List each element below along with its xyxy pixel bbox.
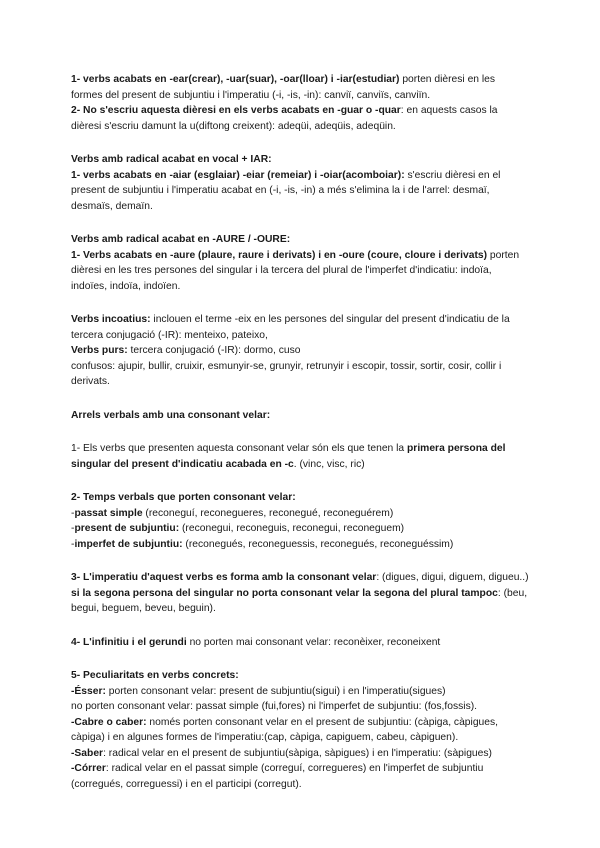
velar-saber-label: -Saber	[71, 747, 104, 759]
velar-saber	[71, 746, 529, 762]
velar-cabre	[71, 715, 529, 746]
velar-passat-simple	[71, 506, 529, 522]
velar-imperfet-subjuntiu	[71, 537, 529, 553]
section-aure-rule-lead: 1- Verbs acabats en -aure (plaure, raure i derivats) i en -oure (coure, cloure i derivats)	[71, 249, 488, 261]
velar-rule-3-lead: 3- L'imperatiu d'aquest verbs es forma amb la consonant velar	[71, 572, 377, 583]
velar-rule-3-bold: si la segona persona del singular no porta consonant velar la segona del plural tampoc	[71, 587, 498, 599]
verbs-incoatius-label: Verbs incoatius:	[71, 314, 151, 325]
velar-esser-label: -Ésser:	[71, 685, 106, 697]
velar-imperfet-subjuntiu-label: imperfet de subjuntiu:	[74, 538, 183, 550]
velar-correr	[71, 761, 529, 792]
section-iar-heading	[71, 152, 529, 168]
velar-rule-3-examples: : (digues, digui, diguem, digueu..)	[376, 572, 529, 583]
section-velar-heading-text: Arrels verbals amb una consonant velar:	[71, 409, 271, 421]
velar-rule-3-examples-2: : (beu, begui, beguem, beveu, beguin).	[71, 587, 528, 614]
velar-imperfet-subjuntiu-forms: (reconegués, reconeguessis, reconegués, reconeguéssim)	[182, 538, 454, 550]
velar-rule-5-heading-text: 5- Peculiaritats en verbs concrets:	[71, 670, 239, 681]
section-iar-rule-text: s'escriu dièresi en el present de subjuntiu i l'imperatiu acabat en (-i, -is, -in) a més s'elimina la i de l'arrel: desmaï, desmaïs, demaïn.	[71, 169, 501, 212]
velar-passat-simple-forms: (reconeguí, reconegueres, reconegué, reconeguérem)	[142, 507, 394, 519]
velar-rule-5-heading	[71, 668, 529, 684]
document-page	[71, 72, 529, 792]
verbs-confusos: confusos: ajupir, bullir, cruixir, esmunyir-se, grunyir, retrunyir i escopir, tossir, sortir, cosir, collir i derivats.	[71, 360, 502, 387]
velar-rule-2-heading	[71, 490, 529, 506]
section-aure-rule	[71, 248, 529, 295]
rule-2-lead: 2- No s'escriu aquesta dièresi en els verbs acabats en -guar o -quar	[71, 105, 401, 116]
rule-1	[71, 72, 529, 103]
velar-rule-3	[71, 570, 529, 617]
velar-rule-1-examples: . (vinc, visc, ric)	[293, 458, 365, 470]
velar-rule-4	[71, 635, 529, 651]
velar-correr-text: : radical velar en el passat simple (correguí, corregueres) en l'imperfet de subjuntiu (corregués, correguessi) i en el participi (corregut).	[71, 763, 484, 790]
section-velar-heading	[71, 408, 529, 424]
velar-passat-simple-label: passat simple	[74, 507, 143, 519]
rule-2-text: : en aquests casos la dièresi s'escriu damunt la u(diftong creixent): adeqüi, adeqüis, adeqüin.	[71, 105, 498, 132]
velar-rule-4-lead: 4- L'infinitiu i el gerundi	[71, 636, 187, 648]
rule-1-lead: 1- verbs acabats en -ear(crear), -uar(suar), -oar(lloar) i -iar(estudiar)	[71, 74, 400, 85]
list-dash: -	[71, 507, 75, 519]
verbs-purs-label: Verbs purs:	[71, 345, 128, 356]
section-iar-heading-text: Verbs amb radical acabat en vocal + IAR:	[71, 154, 272, 165]
section-aure-heading-text: Verbs amb radical acabat en -AURE / -OURE:	[71, 234, 291, 245]
velar-cabre-label: -Cabre o caber:	[71, 716, 147, 728]
list-dash: -	[71, 523, 75, 534]
velar-present-subjuntiu-label: present de subjuntiu:	[74, 523, 180, 534]
verbs-purs-text: tercera conjugació (-IR): dormo, cuso	[127, 345, 301, 356]
velar-esser-text: porten consonant velar: present de subjuntiu(sigui) i en l'imperatiu(sigues)	[105, 685, 446, 697]
velar-esser	[71, 684, 529, 700]
rule-1-text: porten dièresi en les formes del present de subjuntiu i l'imperatiu (-i, -is, -in): canviï, canviïs, canviïn.	[71, 74, 496, 101]
velar-esser-2: no porten consonant velar: passat simple (fui,fores) ni l'imperfet de subjuntiu: (fos,fossis).	[71, 701, 478, 712]
velar-rule-1	[71, 441, 529, 472]
velar-rule-2-heading-text: 2- Temps verbals que porten consonant velar:	[71, 492, 296, 503]
section-iar-rule	[71, 168, 529, 215]
velar-present-subjuntiu	[71, 521, 529, 537]
velar-correr-label: -Córrer	[71, 763, 106, 774]
rule-2	[71, 103, 529, 134]
verbs-incoatius-text: inclouen el terme -eix en les persones del singular del present d'indicatiu de la tercera conjugació (-IR): menteixo, pateixo,	[71, 314, 510, 341]
verbs-purs	[71, 343, 529, 359]
velar-rule-4-text: no porten mai consonant velar: reconèixer, reconeixent	[186, 636, 441, 648]
list-dash: -	[71, 538, 75, 550]
section-aure-heading	[71, 232, 529, 248]
velar-present-subjuntiu-forms: (reconegui, reconeguis, reconegui, reconeguem)	[179, 523, 405, 534]
velar-rule-1-bold: primera persona del singular del present d'indicatiu acabada en -c	[71, 443, 506, 470]
verbs-incoatius	[71, 312, 529, 343]
section-iar-rule-lead: 1- verbs acabats en -aiar (esglaiar) -eiar (remeiar) i -oiar(acomboiar):	[71, 169, 405, 181]
velar-cabre-text: només porten consonant velar en el present de subjuntiu: (càpiga, càpigues, càpiga) i en algunes formes de l'imperatiu:(cap, càpiga, capiguem, cabeu, càpiguen).	[71, 716, 499, 743]
section-aure-rule-text: porten dièresi en les tres persones del singular i la tercera del plural de l'imperfet d'indicatiu: indoïa, indoïes, indoïa, indoïen.	[71, 249, 520, 292]
velar-rule-1-text: 1- Els verbs que presenten aquesta consonant velar són els que tenen la	[71, 443, 408, 454]
velar-saber-text: : radical velar en el present de subjuntiu(sàpiga, sàpigues) i en l'imperatiu: (sàpigues)	[103, 747, 492, 759]
